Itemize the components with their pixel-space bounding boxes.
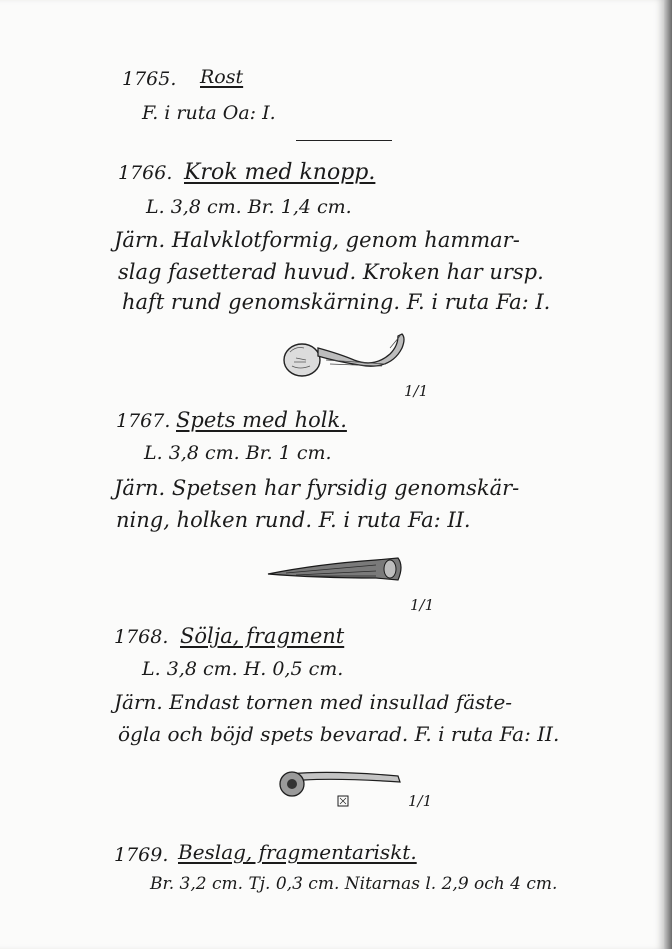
entry-1766-line-1: Järn. Halvklotformig, genom hammar- — [114, 228, 520, 252]
entry-1765-title: Rost — [200, 66, 244, 88]
entry-1768-title: Sölja, fragment — [180, 624, 345, 648]
entry-1768-measure: L. 3,8 cm. H. 0,5 cm. — [142, 658, 344, 680]
page-edge — [664, 0, 672, 949]
entry-1767-measure: L. 3,8 cm. Br. 1 cm. — [144, 442, 332, 464]
entry-1769-measure: Br. 3,2 cm. Tj. 0,3 cm. Nitarnas l. 2,9 och 4 cm. — [150, 874, 558, 894]
entry-1769-number: 1769. — [114, 844, 169, 866]
entry-1767-line-1: Järn. Spetsen har fyrsidig genomskär- — [114, 476, 520, 500]
entry-1765-line-1: F. i ruta Oa: I. — [142, 102, 276, 124]
entry-1766-number: 1766. — [118, 162, 173, 184]
entry-1766-line-2: slag fasetterad huvud. Kroken har ursp. — [118, 260, 544, 284]
section-divider — [296, 140, 392, 141]
entry-1768-scale: 1/1 — [408, 792, 433, 810]
entry-1766-title: Krok med knopp. — [184, 160, 376, 185]
entry-1767-scale: 1/1 — [410, 596, 435, 614]
buckle-fragment-drawing — [276, 762, 404, 810]
entry-1767-line-2: ning, holken rund. F. i ruta Fa: II. — [116, 508, 471, 532]
entry-1766-measure: L. 3,8 cm. Br. 1,4 cm. — [146, 196, 352, 218]
entry-1766-line-3: haft rund genomskärning. F. i ruta Fa: I. — [122, 290, 551, 314]
entry-1768-line-1: Järn. Endast tornen med insullad fäste- — [114, 690, 513, 714]
entry-1768-line-2: ögla och böjd spets bevarad. F. i ruta Fa: II. — [118, 722, 560, 746]
entry-1767-title: Spets med holk. — [176, 408, 347, 432]
entry-1766-scale: 1/1 — [404, 382, 429, 400]
entry-1769-title: Beslag, fragmentariskt. — [178, 840, 417, 864]
entry-1768-number: 1768. — [114, 626, 169, 648]
entry-1765-number: 1765. — [122, 68, 177, 90]
hook-with-knob-drawing — [280, 330, 420, 400]
socketed-point-drawing — [266, 556, 402, 592]
entry-1767-number: 1767. — [116, 410, 171, 432]
